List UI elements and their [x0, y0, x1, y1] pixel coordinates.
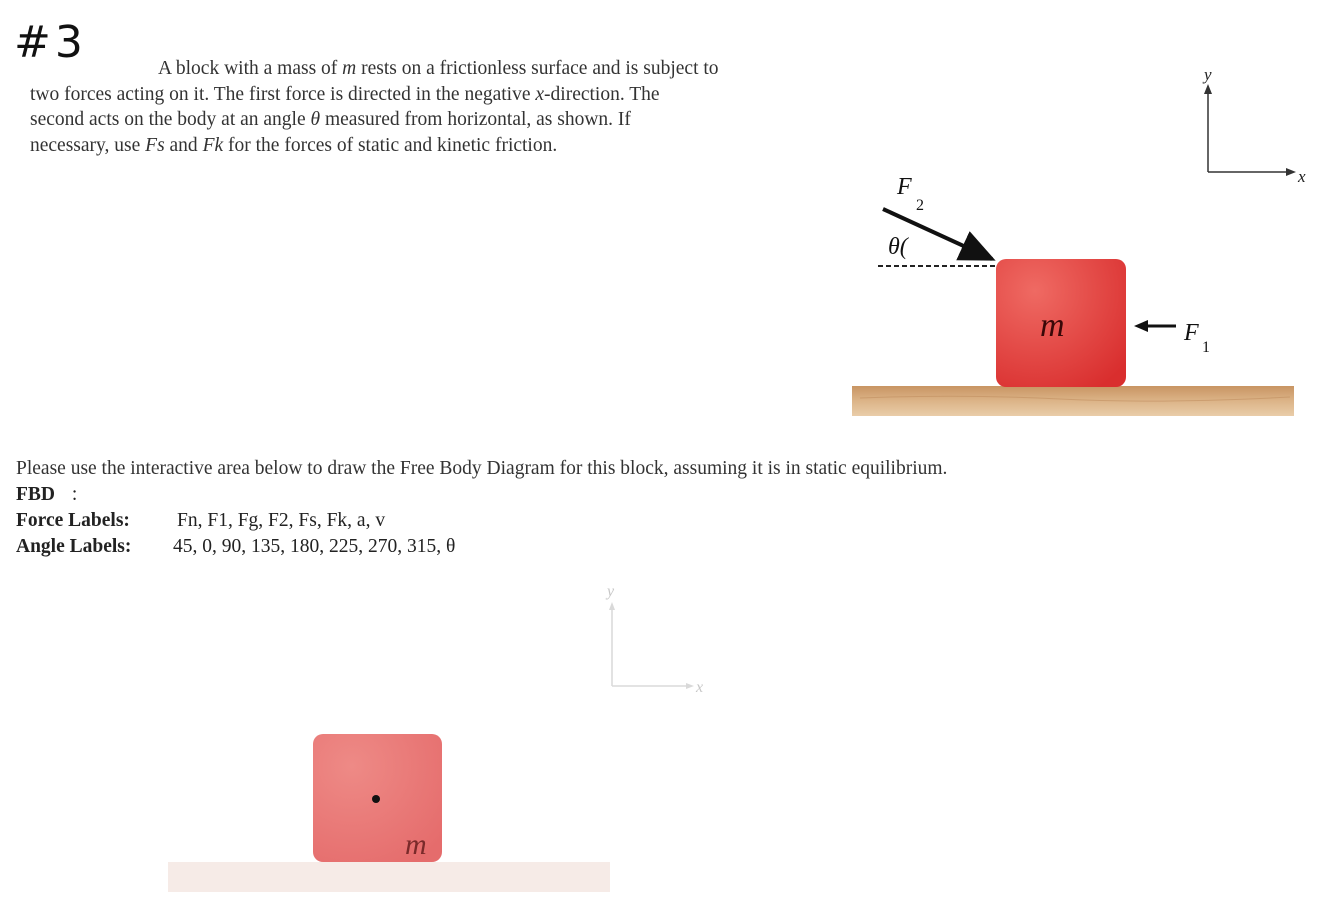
force-labels-value: Fn, F1, Fg, F2, Fs, Fk, a, v [177, 510, 386, 531]
fbd-y-axis-arrow [609, 602, 615, 610]
f1-label: F [1184, 320, 1199, 346]
problem-number: #3 [14, 17, 87, 68]
fbd-y-axis-label: y [607, 583, 615, 600]
fbd-x-axis-arrow [686, 683, 694, 689]
fbd-ground [168, 862, 610, 892]
problem-figure [0, 0, 1334, 440]
problem-line-2: two forces acting on it. The first force is directed in the negative x-direction. The [30, 83, 660, 105]
problem-line-1: A block with a mass of m rests on a frictionless surface and is subject to [158, 58, 719, 79]
f2-subscript: 2 [916, 197, 924, 214]
y-axis-label: y [1204, 65, 1212, 84]
problem-line-3: second acts on the body at an angle θ measured from horizontal, as shown. If [30, 109, 631, 130]
fbd-axes-icon [605, 583, 703, 696]
block-mass-label: m [1040, 307, 1065, 344]
angle-labels-row [16, 534, 456, 560]
axes-icon [1202, 65, 1306, 186]
y-axis-arrow [1204, 84, 1212, 94]
x-axis-arrow [1286, 168, 1296, 176]
f1-arrow-head [1134, 320, 1148, 332]
fbd-x-axis-label: x [696, 679, 704, 696]
theta-label: θ( [888, 234, 908, 260]
wooden-ground [852, 386, 1294, 416]
x-axis-label: x [1298, 167, 1306, 186]
problem-line-4: necessary, use Fs and Fk for the forces of static and kinetic friction. [30, 134, 558, 156]
force-labels-row [16, 508, 386, 534]
f1-subscript: 1 [1202, 339, 1210, 356]
fbd-heading: FBD : [16, 484, 78, 505]
fbd-center-point[interactable] [372, 795, 380, 803]
angle-labels-title: Angle Labels: [16, 536, 132, 557]
force-labels-title: Force Labels: [16, 510, 130, 531]
angle-labels-value: 45, 0, 90, 135, 180, 225, 270, 315, θ [173, 536, 456, 557]
fbd-drawing-canvas[interactable] [0, 570, 1334, 900]
instructions-text: Please use the interactive area below to draw the Free Body Diagram for this block, assuming it is in static equilibrium. [16, 458, 948, 479]
fbd-block-mass-label: m [405, 828, 427, 861]
f2-label: F [897, 174, 912, 200]
